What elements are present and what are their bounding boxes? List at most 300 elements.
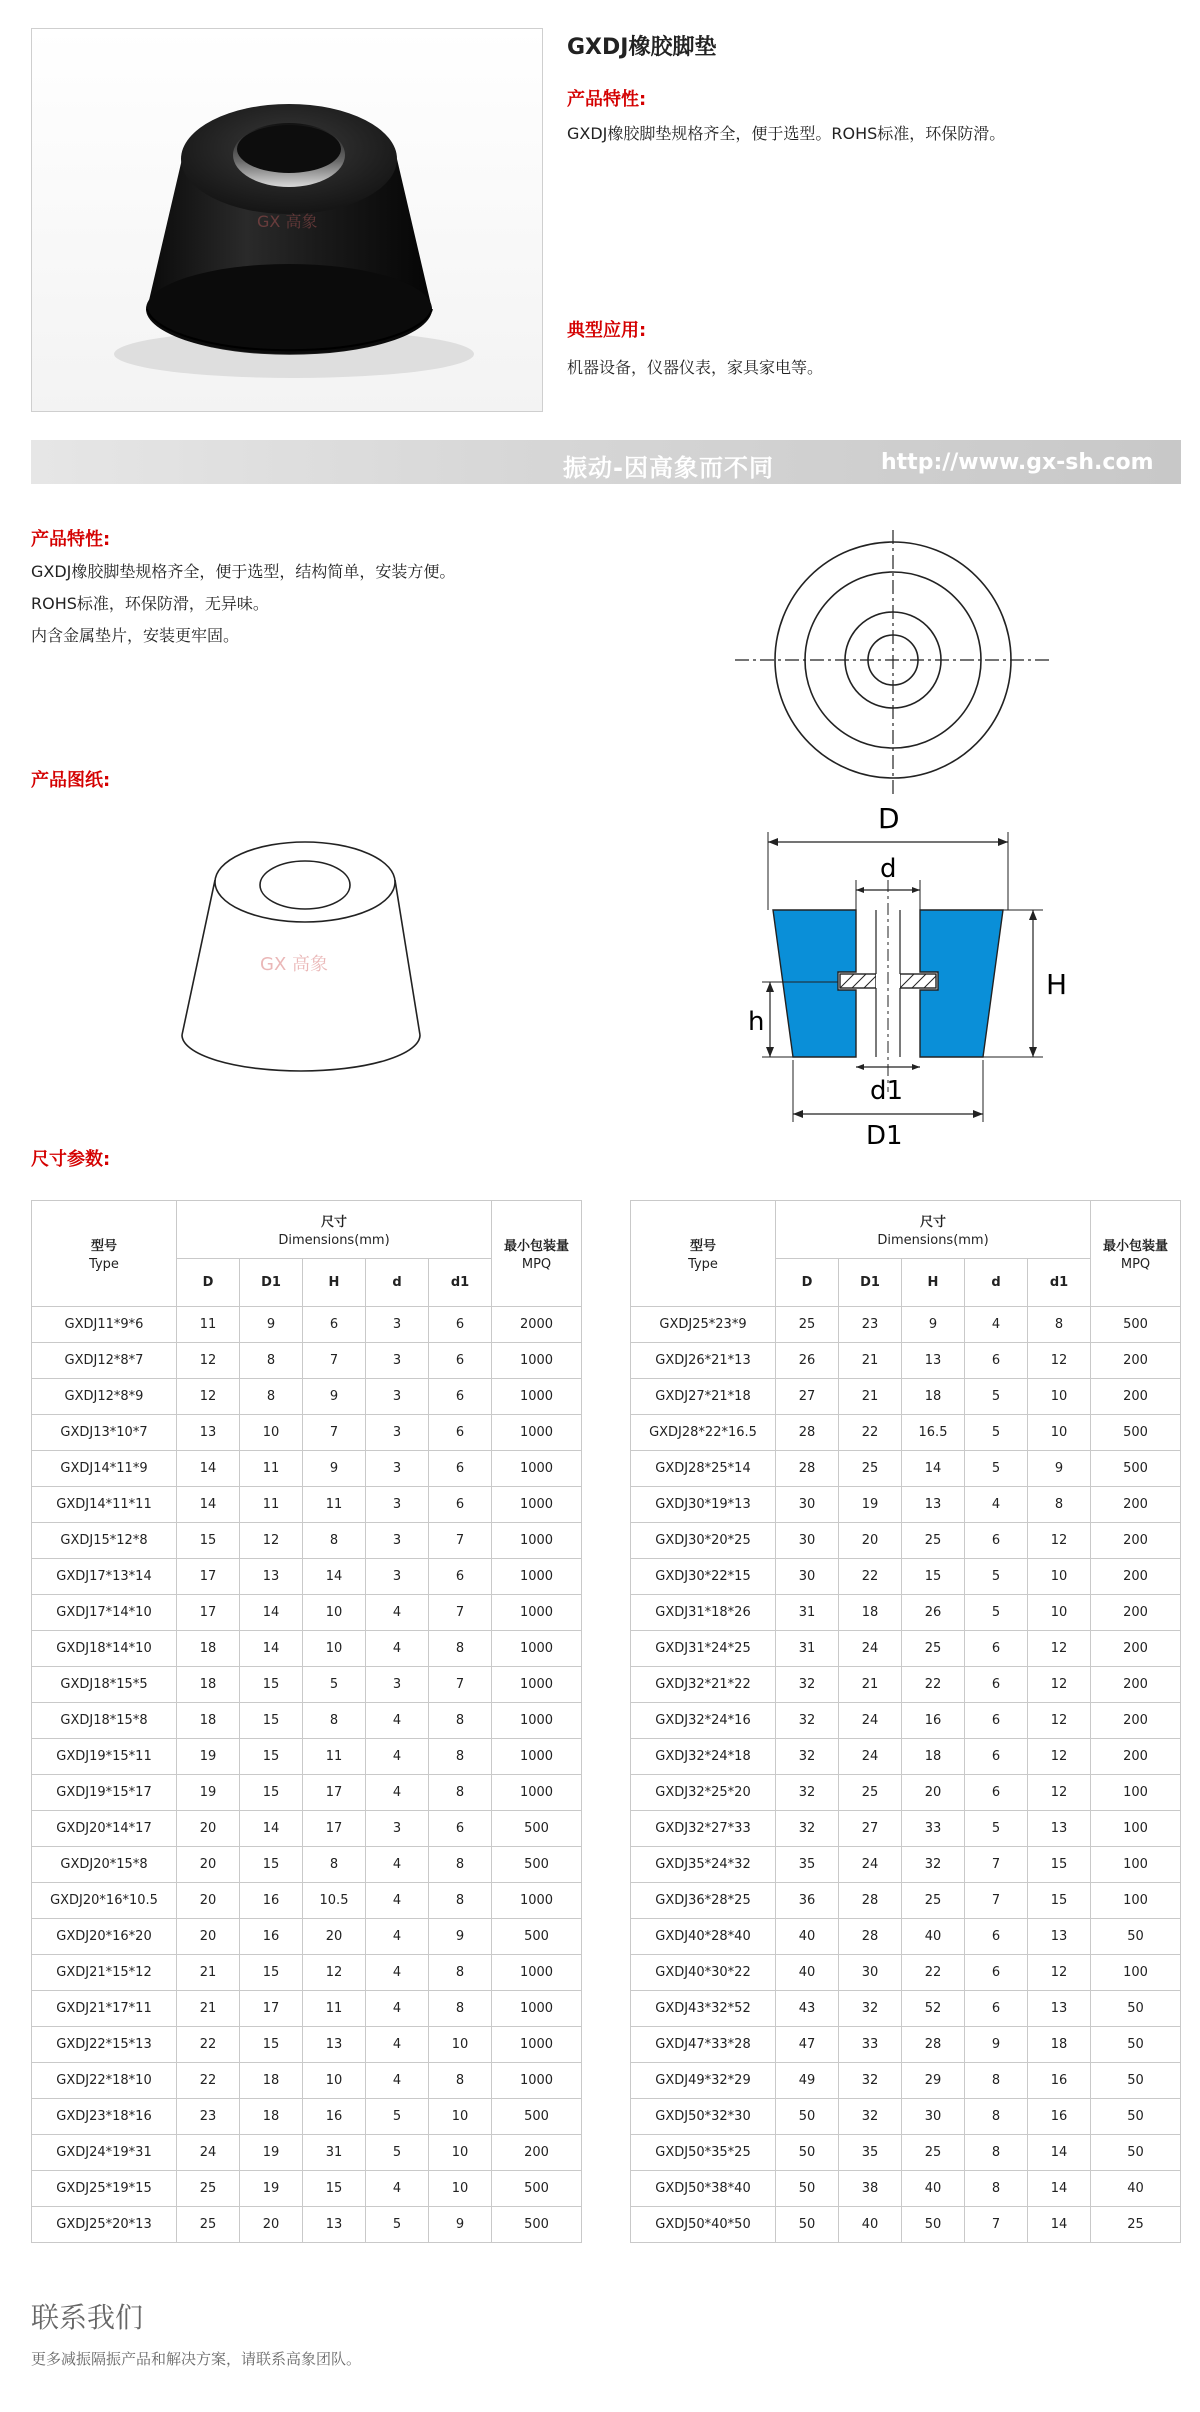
value-cell: 6: [965, 1343, 1028, 1379]
value-cell: 50: [776, 2207, 839, 2243]
value-cell: 5: [965, 1379, 1028, 1415]
table-row: [32, 1847, 582, 1883]
value-cell: 25: [839, 1451, 902, 1487]
value-cell: 5: [303, 1667, 366, 1703]
value-cell: 8: [429, 1775, 492, 1811]
value-cell: 4: [366, 2027, 429, 2063]
value-cell: 10: [303, 2063, 366, 2099]
banner-slogan: 振动-因高象而不同: [563, 454, 774, 482]
value-cell: 200: [492, 2135, 582, 2171]
table-row: [631, 1955, 1181, 1991]
table-row: [631, 1559, 1181, 1595]
top-view-drawing: [725, 528, 1055, 798]
value-cell: 50: [776, 2171, 839, 2207]
value-cell: 200: [1091, 1487, 1181, 1523]
value-cell: 500: [492, 1919, 582, 1955]
value-cell: 21: [177, 1955, 240, 1991]
value-cell: 49: [776, 2063, 839, 2099]
type-cell: GXDJ11*9*6: [32, 1307, 177, 1343]
type-cell: GXDJ21*17*11: [32, 1991, 177, 2027]
value-cell: 3: [366, 1523, 429, 1559]
type-cell: GXDJ12*8*9: [32, 1379, 177, 1415]
value-cell: 20: [902, 1775, 965, 1811]
value-cell: 8: [303, 1847, 366, 1883]
value-cell: 200: [1091, 1703, 1181, 1739]
value-cell: 17: [177, 1559, 240, 1595]
value-cell: 22: [902, 1955, 965, 1991]
value-cell: 1000: [492, 1955, 582, 1991]
type-cell: GXDJ14*11*9: [32, 1451, 177, 1487]
value-cell: 38: [839, 2171, 902, 2207]
value-cell: 14: [303, 1559, 366, 1595]
type-cell: GXDJ19*15*11: [32, 1739, 177, 1775]
value-cell: 5: [965, 1811, 1028, 1847]
value-cell: 6: [429, 1451, 492, 1487]
type-cell: GXDJ17*13*14: [32, 1559, 177, 1595]
value-cell: 10: [429, 2027, 492, 2063]
table-row: [32, 1415, 582, 1451]
value-cell: 500: [492, 2171, 582, 2207]
value-cell: 40: [776, 1919, 839, 1955]
value-cell: 12: [1028, 1955, 1091, 1991]
type-cell: GXDJ20*14*17: [32, 1811, 177, 1847]
value-cell: 11: [303, 1739, 366, 1775]
mpq-header: 最小包装量 MPQ: [492, 1201, 582, 1307]
value-cell: 40: [776, 1955, 839, 1991]
table-row: [32, 2063, 582, 2099]
value-cell: 7: [429, 1595, 492, 1631]
value-cell: 13: [1028, 1919, 1091, 1955]
value-cell: 8: [965, 2063, 1028, 2099]
value-cell: 100: [1091, 1955, 1181, 1991]
value-cell: 3: [366, 1811, 429, 1847]
value-cell: 16.5: [902, 1415, 965, 1451]
value-cell: 200: [1091, 1595, 1181, 1631]
value-cell: 10: [1028, 1415, 1091, 1451]
table-row: [32, 1487, 582, 1523]
value-cell: 6: [965, 1775, 1028, 1811]
value-cell: 30: [776, 1523, 839, 1559]
value-cell: 8: [429, 1703, 492, 1739]
value-cell: 8: [965, 2171, 1028, 2207]
value-cell: 200: [1091, 1523, 1181, 1559]
value-cell: 12: [303, 1955, 366, 1991]
outline-drawing: [170, 835, 430, 1075]
value-cell: 20: [303, 1919, 366, 1955]
value-cell: 40: [839, 2207, 902, 2243]
value-cell: 7: [303, 1343, 366, 1379]
value-cell: 10: [1028, 1379, 1091, 1415]
value-cell: 10: [303, 1631, 366, 1667]
features-heading: 产品特性:: [567, 89, 647, 110]
dimensions-header: 尺寸 Dimensions(mm): [776, 1201, 1091, 1259]
value-cell: 19: [240, 2135, 303, 2171]
table-row: [32, 1811, 582, 1847]
photo-watermark: GX 高象: [257, 212, 318, 231]
dim-label-D1: D1: [866, 1121, 903, 1151]
value-cell: 6: [965, 1703, 1028, 1739]
value-cell: 8: [240, 1343, 303, 1379]
value-cell: 16: [1028, 2099, 1091, 2135]
table-row: [32, 1379, 582, 1415]
contact-text: 更多减振隔振产品和解决方案，请联系高象团队。: [31, 2350, 362, 2368]
value-cell: 4: [366, 2171, 429, 2207]
value-cell: 47: [776, 2027, 839, 2063]
value-cell: 200: [1091, 1343, 1181, 1379]
value-cell: 10: [240, 1415, 303, 1451]
value-cell: 50: [1091, 2099, 1181, 2135]
table-row: [631, 1595, 1181, 1631]
value-cell: 7: [303, 1415, 366, 1451]
value-cell: 26: [776, 1343, 839, 1379]
value-cell: 8: [240, 1379, 303, 1415]
details-feature-line: GXDJ橡胶脚垫规格齐全，便于选型，结构简单，安装方便。: [31, 562, 456, 581]
table-row: [631, 1919, 1181, 1955]
value-cell: 10: [429, 2171, 492, 2207]
value-cell: 15: [1028, 1847, 1091, 1883]
col-header-D1: D1: [240, 1259, 303, 1307]
value-cell: 4: [366, 1703, 429, 1739]
value-cell: 15: [240, 1703, 303, 1739]
value-cell: 28: [839, 1919, 902, 1955]
value-cell: 6: [965, 1523, 1028, 1559]
dim-label-d: d: [880, 854, 897, 884]
dimensions-header: 尺寸 Dimensions(mm): [177, 1201, 492, 1259]
value-cell: 500: [1091, 1451, 1181, 1487]
dim-label-h: h: [748, 1007, 765, 1037]
value-cell: 50: [1091, 2135, 1181, 2171]
value-cell: 8: [429, 1955, 492, 1991]
value-cell: 8: [429, 1847, 492, 1883]
type-cell: GXDJ40*30*22: [631, 1955, 776, 1991]
value-cell: 3: [366, 1667, 429, 1703]
mpq-header: 最小包装量 MPQ: [1091, 1201, 1181, 1307]
value-cell: 8: [429, 1631, 492, 1667]
value-cell: 10: [429, 2099, 492, 2135]
value-cell: 50: [902, 2207, 965, 2243]
value-cell: 8: [429, 1883, 492, 1919]
value-cell: 500: [1091, 1415, 1181, 1451]
type-cell: GXDJ49*32*29: [631, 2063, 776, 2099]
type-cell: GXDJ13*10*7: [32, 1415, 177, 1451]
type-cell: GXDJ18*14*10: [32, 1631, 177, 1667]
value-cell: 5: [366, 2135, 429, 2171]
value-cell: 27: [776, 1379, 839, 1415]
value-cell: 22: [902, 1667, 965, 1703]
value-cell: 4: [366, 1595, 429, 1631]
value-cell: 4: [366, 1739, 429, 1775]
value-cell: 4: [965, 1307, 1028, 1343]
value-cell: 14: [240, 1631, 303, 1667]
value-cell: 5: [965, 1451, 1028, 1487]
type-cell: GXDJ25*20*13: [32, 2207, 177, 2243]
value-cell: 32: [839, 2099, 902, 2135]
value-cell: 8: [429, 1739, 492, 1775]
value-cell: 31: [303, 2135, 366, 2171]
value-cell: 6: [429, 1415, 492, 1451]
value-cell: 21: [839, 1343, 902, 1379]
value-cell: 23: [177, 2099, 240, 2135]
value-cell: 8: [965, 2135, 1028, 2171]
value-cell: 11: [240, 1451, 303, 1487]
value-cell: 29: [902, 2063, 965, 2099]
value-cell: 43: [776, 1991, 839, 2027]
value-cell: 100: [1091, 1811, 1181, 1847]
value-cell: 1000: [492, 1451, 582, 1487]
value-cell: 9: [1028, 1451, 1091, 1487]
type-cell: GXDJ32*27*33: [631, 1811, 776, 1847]
value-cell: 500: [492, 1847, 582, 1883]
value-cell: 13: [240, 1559, 303, 1595]
value-cell: 3: [366, 1307, 429, 1343]
value-cell: 25: [902, 2135, 965, 2171]
value-cell: 1000: [492, 1631, 582, 1667]
value-cell: 8: [303, 1703, 366, 1739]
value-cell: 3: [366, 1451, 429, 1487]
value-cell: 52: [902, 1991, 965, 2027]
value-cell: 9: [303, 1379, 366, 1415]
value-cell: 24: [177, 2135, 240, 2171]
value-cell: 4: [366, 1631, 429, 1667]
value-cell: 33: [902, 1811, 965, 1847]
value-cell: 16: [902, 1703, 965, 1739]
table-row: [32, 1703, 582, 1739]
table-row: [631, 1415, 1181, 1451]
value-cell: 50: [1091, 1991, 1181, 2027]
type-cell: GXDJ32*25*20: [631, 1775, 776, 1811]
table-row: [631, 1451, 1181, 1487]
value-cell: 7: [965, 2207, 1028, 2243]
value-cell: 12: [177, 1379, 240, 1415]
type-cell: GXDJ36*28*25: [631, 1883, 776, 1919]
value-cell: 1000: [492, 1667, 582, 1703]
spec-table-left: [31, 1200, 582, 2243]
col-header-D: D: [177, 1259, 240, 1307]
value-cell: 14: [240, 1595, 303, 1631]
table-row: [631, 1667, 1181, 1703]
type-cell: GXDJ24*19*31: [32, 2135, 177, 2171]
spec-table-right: [630, 1200, 1181, 2243]
value-cell: 32: [902, 1847, 965, 1883]
value-cell: 40: [1091, 2171, 1181, 2207]
value-cell: 4: [366, 1883, 429, 1919]
type-cell: GXDJ12*8*7: [32, 1343, 177, 1379]
value-cell: 18: [1028, 2027, 1091, 2063]
value-cell: 19: [177, 1775, 240, 1811]
type-cell: GXDJ26*21*13: [631, 1343, 776, 1379]
value-cell: 12: [1028, 1631, 1091, 1667]
type-cell: GXDJ40*28*40: [631, 1919, 776, 1955]
type-header: 型号 Type: [631, 1201, 776, 1307]
value-cell: 8: [965, 2099, 1028, 2135]
value-cell: 200: [1091, 1559, 1181, 1595]
table-row: [631, 1703, 1181, 1739]
value-cell: 1000: [492, 1739, 582, 1775]
value-cell: 200: [1091, 1667, 1181, 1703]
col-header-d1: d1: [429, 1259, 492, 1307]
type-cell: GXDJ35*24*32: [631, 1847, 776, 1883]
value-cell: 1000: [492, 1991, 582, 2027]
value-cell: 6: [965, 1991, 1028, 2027]
value-cell: 36: [776, 1883, 839, 1919]
value-cell: 500: [492, 2099, 582, 2135]
dim-label-d1: d1: [870, 1076, 904, 1106]
type-cell: GXDJ50*38*40: [631, 2171, 776, 2207]
drawing-heading: 产品图纸:: [31, 770, 111, 791]
type-cell: GXDJ14*11*11: [32, 1487, 177, 1523]
value-cell: 13: [303, 2027, 366, 2063]
applications-text: 机器设备，仪器仪表，家具家电等。: [567, 358, 824, 377]
value-cell: 18: [839, 1595, 902, 1631]
value-cell: 1000: [492, 1703, 582, 1739]
value-cell: 35: [839, 2135, 902, 2171]
value-cell: 1000: [492, 1487, 582, 1523]
col-header-d: d: [965, 1259, 1028, 1307]
value-cell: 12: [1028, 1523, 1091, 1559]
table-row: [631, 1991, 1181, 2027]
value-cell: 3: [366, 1487, 429, 1523]
product-title: GXDJ橡胶脚垫: [567, 35, 717, 60]
col-header-d: d: [366, 1259, 429, 1307]
table-row: [631, 1883, 1181, 1919]
value-cell: 13: [177, 1415, 240, 1451]
value-cell: 22: [839, 1559, 902, 1595]
value-cell: 100: [1091, 1775, 1181, 1811]
value-cell: 12: [1028, 1703, 1091, 1739]
value-cell: 28: [776, 1415, 839, 1451]
value-cell: 20: [240, 2207, 303, 2243]
details-feature-line: 内含金属垫片，安装更牢固。: [31, 626, 240, 645]
type-cell: GXDJ30*19*13: [631, 1487, 776, 1523]
type-cell: GXDJ20*16*20: [32, 1919, 177, 1955]
value-cell: 7: [965, 1883, 1028, 1919]
type-cell: GXDJ30*22*15: [631, 1559, 776, 1595]
value-cell: 25: [902, 1523, 965, 1559]
value-cell: 25: [902, 1883, 965, 1919]
value-cell: 13: [303, 2207, 366, 2243]
value-cell: 11: [177, 1307, 240, 1343]
type-cell: GXDJ25*23*9: [631, 1307, 776, 1343]
banner-url[interactable]: http://www.gx-sh.com: [881, 450, 1154, 475]
value-cell: 25: [839, 1775, 902, 1811]
value-cell: 17: [303, 1811, 366, 1847]
specs-heading: 尺寸参数:: [31, 1149, 111, 1170]
dim-label-H: H: [1046, 968, 1068, 1001]
value-cell: 50: [1091, 2027, 1181, 2063]
value-cell: 14: [1028, 2171, 1091, 2207]
value-cell: 1000: [492, 1379, 582, 1415]
value-cell: 15: [902, 1559, 965, 1595]
type-cell: GXDJ32*21*22: [631, 1667, 776, 1703]
type-cell: GXDJ25*19*15: [32, 2171, 177, 2207]
value-cell: 6: [429, 1307, 492, 1343]
value-cell: 2000: [492, 1307, 582, 1343]
value-cell: 18: [177, 1631, 240, 1667]
value-cell: 3: [366, 1559, 429, 1595]
value-cell: 5: [965, 1595, 1028, 1631]
table-row: [32, 1991, 582, 2027]
value-cell: 4: [366, 1919, 429, 1955]
value-cell: 6: [429, 1487, 492, 1523]
value-cell: 12: [240, 1523, 303, 1559]
value-cell: 25: [1091, 2207, 1181, 2243]
table-row: [631, 2099, 1181, 2135]
value-cell: 6: [429, 1343, 492, 1379]
type-cell: GXDJ47*33*28: [631, 2027, 776, 2063]
value-cell: 25: [902, 1631, 965, 1667]
table-row: [32, 2171, 582, 2207]
value-cell: 40: [902, 1919, 965, 1955]
value-cell: 25: [177, 2207, 240, 2243]
table-row: [32, 1919, 582, 1955]
value-cell: 3: [366, 1379, 429, 1415]
table-row: [32, 1631, 582, 1667]
type-cell: GXDJ17*14*10: [32, 1595, 177, 1631]
value-cell: 10: [1028, 1559, 1091, 1595]
value-cell: 200: [1091, 1631, 1181, 1667]
value-cell: 6: [965, 1955, 1028, 1991]
type-cell: GXDJ22*15*13: [32, 2027, 177, 2063]
value-cell: 12: [1028, 1775, 1091, 1811]
value-cell: 15: [240, 1955, 303, 1991]
details-features-heading: 产品特性:: [31, 529, 111, 550]
type-cell: GXDJ15*12*8: [32, 1523, 177, 1559]
value-cell: 200: [1091, 1739, 1181, 1775]
value-cell: 4: [366, 1775, 429, 1811]
table-row: [32, 1559, 582, 1595]
value-cell: 19: [240, 2171, 303, 2207]
type-cell: GXDJ18*15*8: [32, 1703, 177, 1739]
value-cell: 1000: [492, 2063, 582, 2099]
table-row: [32, 1343, 582, 1379]
value-cell: 33: [839, 2027, 902, 2063]
table-row: [631, 1343, 1181, 1379]
value-cell: 30: [902, 2099, 965, 2135]
contact-title: 联系我们: [31, 2301, 144, 2334]
table-row: [32, 2135, 582, 2171]
value-cell: 500: [1091, 1307, 1181, 1343]
value-cell: 21: [839, 1667, 902, 1703]
value-cell: 9: [965, 2027, 1028, 2063]
value-cell: 50: [1091, 1919, 1181, 1955]
value-cell: 32: [839, 2063, 902, 2099]
value-cell: 8: [429, 2063, 492, 2099]
table-row: [32, 1667, 582, 1703]
value-cell: 6: [965, 1739, 1028, 1775]
value-cell: 1000: [492, 1775, 582, 1811]
value-cell: 6: [965, 1919, 1028, 1955]
value-cell: 4: [366, 1991, 429, 2027]
col-header-H: H: [303, 1259, 366, 1307]
table-row: [32, 2027, 582, 2063]
type-cell: GXDJ31*18*26: [631, 1595, 776, 1631]
features-text: GXDJ橡胶脚垫规格齐全，便于选型。ROHS标准，环保防滑。: [567, 124, 1006, 143]
value-cell: 1000: [492, 2027, 582, 2063]
table-row: [631, 1775, 1181, 1811]
type-cell: GXDJ21*15*12: [32, 1955, 177, 1991]
value-cell: 8: [303, 1523, 366, 1559]
value-cell: 9: [303, 1451, 366, 1487]
value-cell: 32: [776, 1811, 839, 1847]
rubber-foot-render: [32, 29, 543, 412]
value-cell: 15: [240, 1775, 303, 1811]
type-cell: GXDJ32*24*18: [631, 1739, 776, 1775]
value-cell: 40: [902, 2171, 965, 2207]
value-cell: 50: [1091, 2063, 1181, 2099]
value-cell: 7: [429, 1523, 492, 1559]
table-row: [631, 1811, 1181, 1847]
type-cell: GXDJ20*15*8: [32, 1847, 177, 1883]
